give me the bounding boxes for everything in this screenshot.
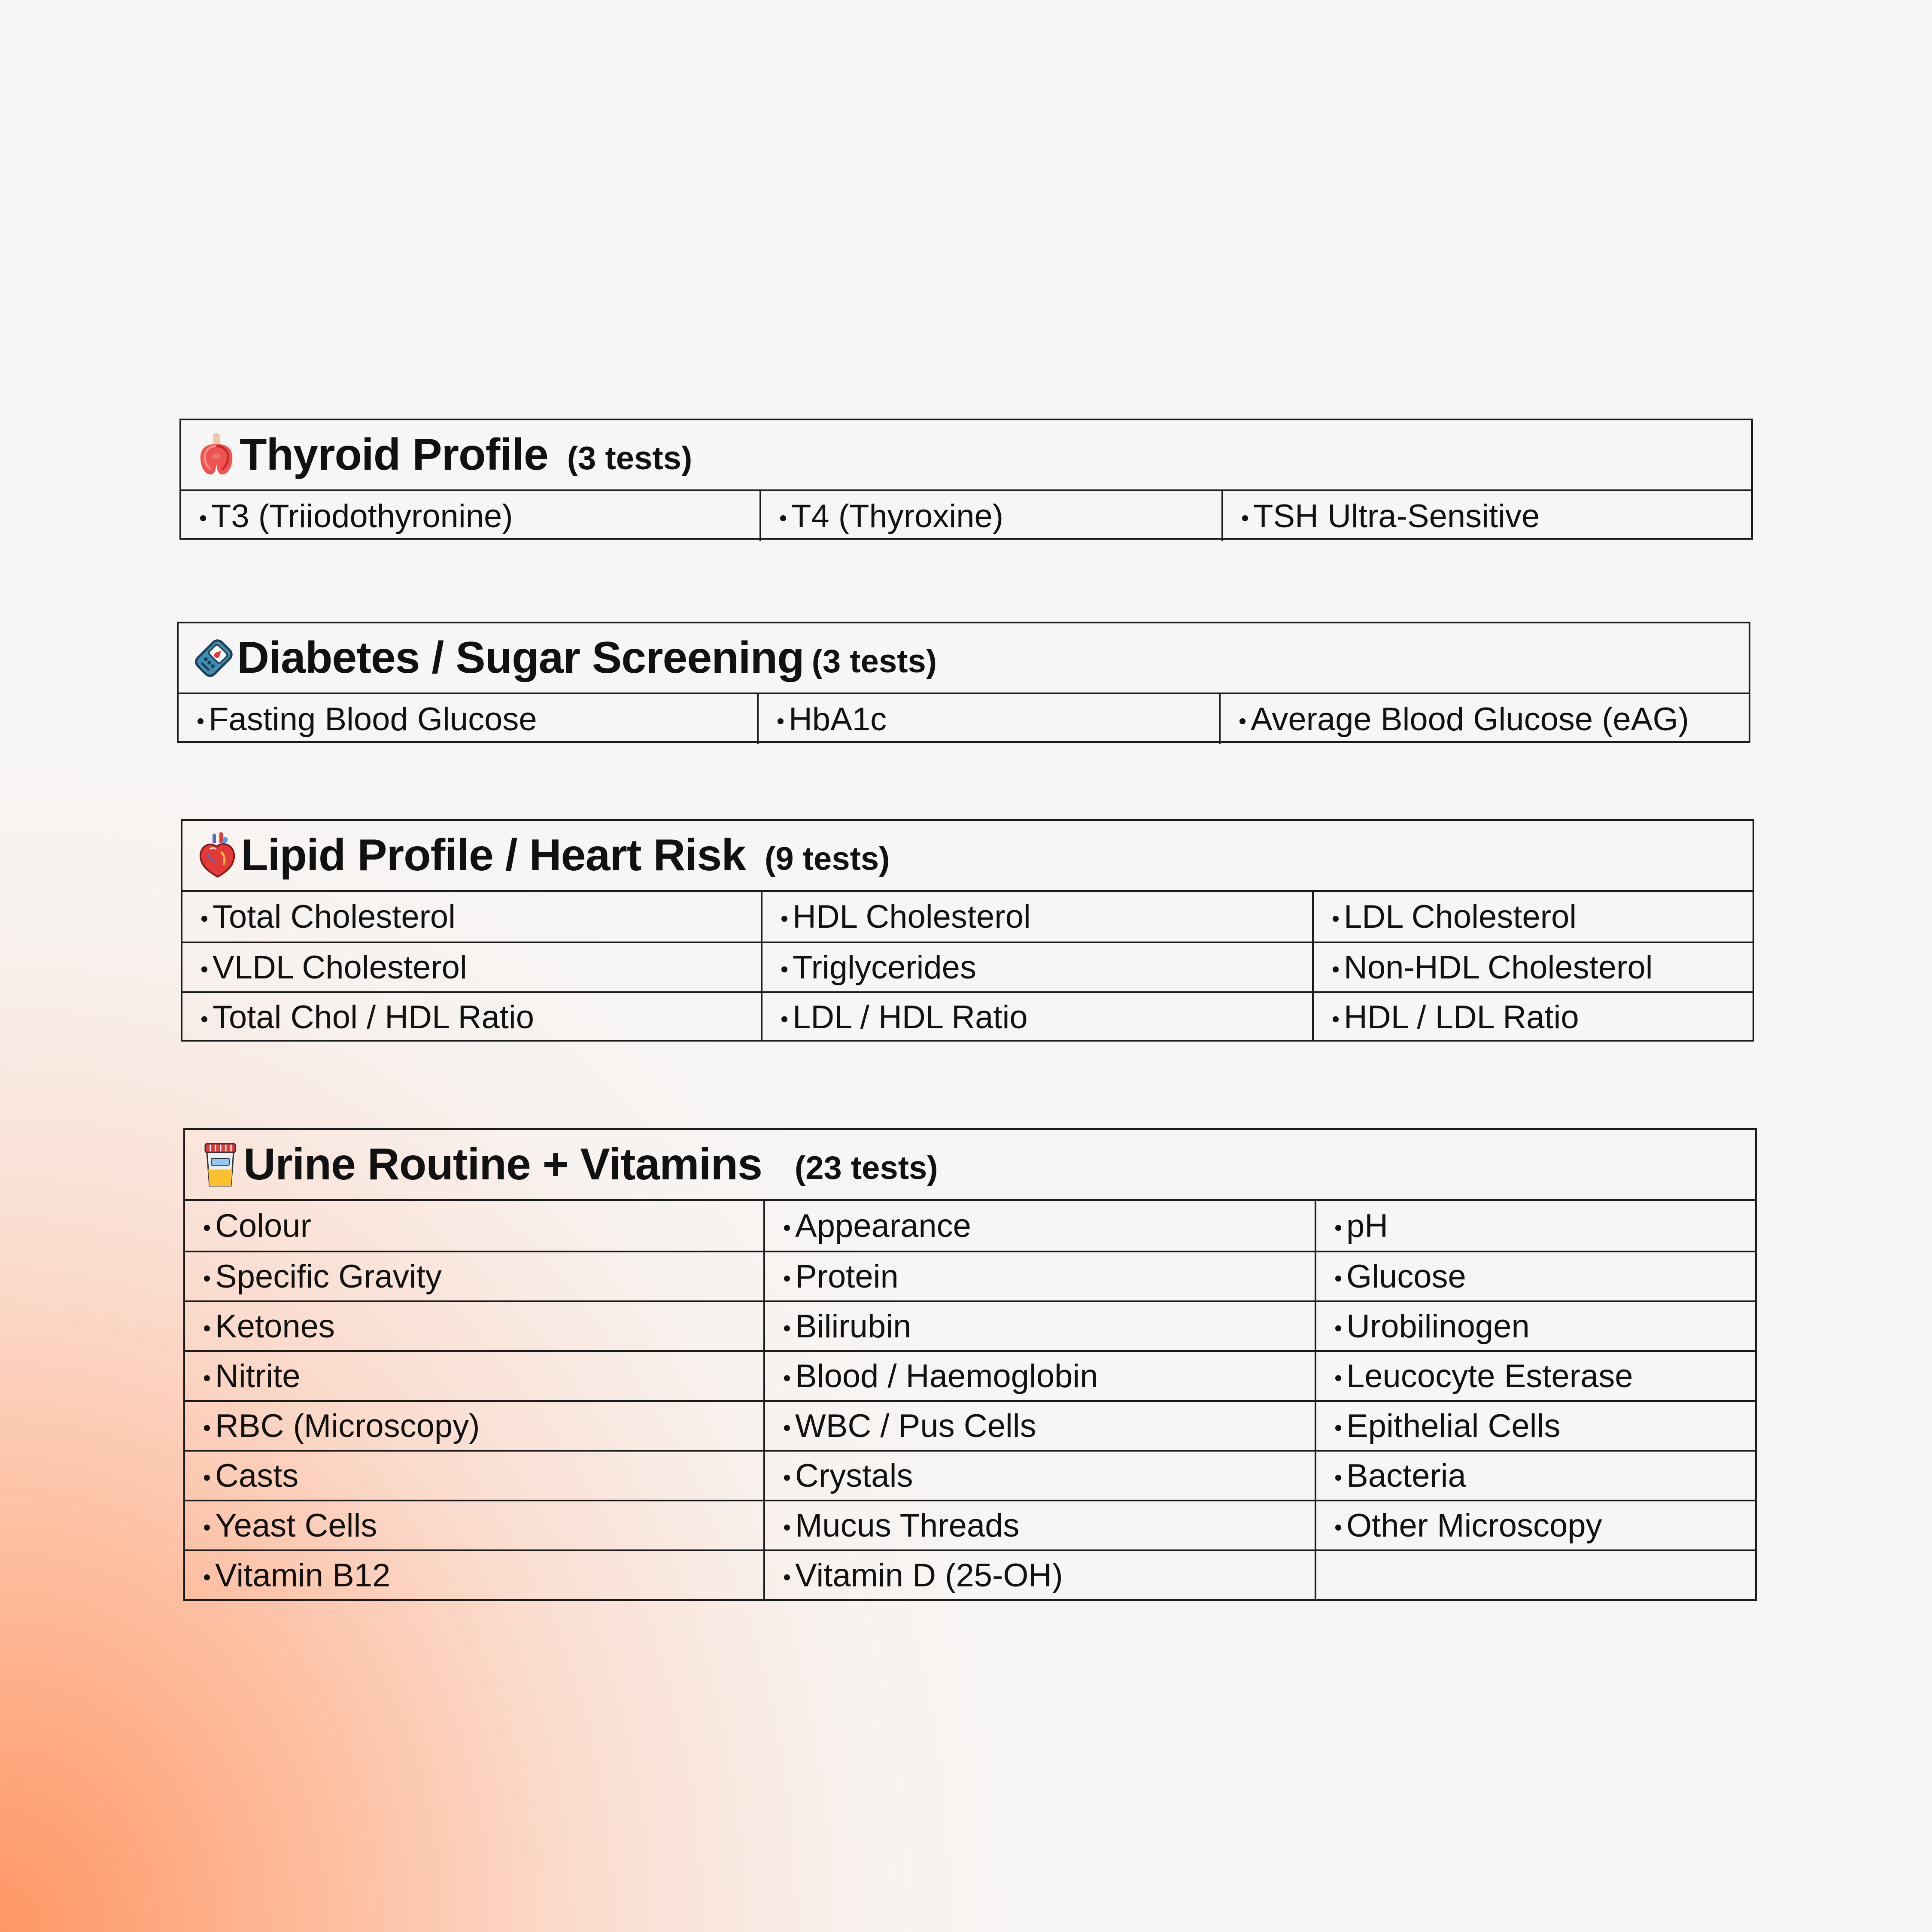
table-row [185, 1201, 1755, 1251]
test-item: Bacteria [1315, 1452, 1755, 1500]
test-item: Crystals [763, 1452, 1315, 1500]
test-item: Urobilinogen [1315, 1302, 1755, 1350]
section-title: Diabetes / Sugar Screening [237, 633, 804, 683]
test-item: Glucose [1315, 1252, 1755, 1300]
table-row [182, 942, 1753, 991]
table-row [185, 1549, 1755, 1599]
table-row [181, 491, 1751, 541]
test-item: Blood / Haemoglobin [763, 1352, 1315, 1400]
test-item: RBC (Microscopy) [185, 1402, 763, 1450]
test-item: Vitamin D (25-OH) [763, 1551, 1315, 1599]
lipid-profile-panel [181, 819, 1754, 1042]
test-item: VLDL Cholesterol [182, 943, 761, 991]
heart-icon [197, 830, 238, 881]
section-title: Lipid Profile / Heart Risk [241, 830, 746, 880]
table-row [182, 991, 1753, 1041]
test-list [179, 694, 1749, 744]
test-item: T4 (Thyroxine) [759, 491, 1221, 541]
test-item: Nitrite [185, 1352, 763, 1400]
test-item: LDL Cholesterol [1312, 892, 1753, 942]
test-list [182, 892, 1753, 1041]
urine-cup-icon [200, 1139, 241, 1191]
test-item: Leucocyte Esterase [1315, 1352, 1755, 1400]
test-item: Total Chol / HDL Ratio [182, 993, 761, 1041]
test-item: TSH Ultra-Sensitive [1221, 491, 1751, 541]
test-item: Protein [763, 1252, 1315, 1300]
test-item: Bilirubin [763, 1302, 1315, 1350]
section-title: Thyroid Profile [240, 430, 548, 480]
test-item: Vitamin B12 [185, 1551, 763, 1599]
test-item: Average Blood Glucose (eAG) [1219, 694, 1749, 744]
table-row [185, 1500, 1755, 1549]
test-item: Casts [185, 1452, 763, 1500]
test-item: Fasting Blood Glucose [179, 694, 757, 744]
table-row [185, 1450, 1755, 1500]
diabetes-screening-panel [177, 622, 1750, 743]
thyroid-icon [196, 429, 237, 481]
test-item: Colour [185, 1201, 763, 1251]
table-row [182, 892, 1753, 942]
glucometer-icon [193, 632, 234, 684]
urine-vitamins-panel [183, 1128, 1757, 1601]
urine-vitamins-header [185, 1130, 1755, 1201]
test-item: Specific Gravity [185, 1252, 763, 1300]
test-item: LDL / HDL Ratio [761, 993, 1312, 1041]
test-item: Epithelial Cells [1315, 1402, 1755, 1450]
test-item: Triglycerides [761, 943, 1312, 991]
diabetes-screening-header [179, 623, 1749, 694]
test-item: Mucus Threads [763, 1501, 1315, 1549]
test-list [185, 1201, 1755, 1599]
section-title: Urine Routine + Vitamins [243, 1139, 762, 1189]
test-item: HbA1c [757, 694, 1219, 744]
test-count: (9 tests) [765, 841, 890, 877]
test-item: HDL Cholesterol [761, 892, 1312, 942]
test-item: Appearance [763, 1201, 1315, 1251]
test-item: T3 (Triiodothyronine) [181, 491, 759, 541]
lipid-profile-header [182, 821, 1753, 892]
empty-cell [1315, 1551, 1755, 1599]
thyroid-profile-header [181, 420, 1751, 491]
test-item: Non-HDL Cholesterol [1312, 943, 1753, 991]
test-count: (3 tests) [567, 440, 693, 477]
table-row [185, 1251, 1755, 1300]
test-item: Other Microscopy [1315, 1501, 1755, 1549]
test-list [181, 491, 1751, 541]
test-count: (23 tests) [794, 1150, 938, 1186]
test-item: HDL / LDL Ratio [1312, 993, 1753, 1041]
table-row [179, 694, 1749, 744]
test-item: WBC / Pus Cells [763, 1402, 1315, 1450]
table-row [185, 1300, 1755, 1350]
table-row [185, 1400, 1755, 1450]
table-row [185, 1350, 1755, 1400]
test-item: Total Cholesterol [182, 892, 761, 942]
test-item: Ketones [185, 1302, 763, 1350]
test-item: pH [1315, 1201, 1755, 1251]
test-count: (3 tests) [811, 643, 937, 680]
thyroid-profile-panel [179, 419, 1753, 540]
test-item: Yeast Cells [185, 1501, 763, 1549]
